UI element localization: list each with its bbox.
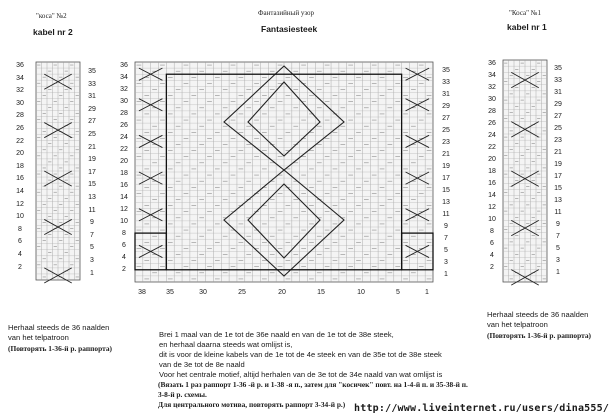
row-number: 32: [16, 87, 24, 95]
row-number: 3: [444, 259, 448, 266]
row-number: 16: [120, 182, 128, 189]
row-number: 25: [88, 131, 96, 138]
row-number: 19: [554, 161, 562, 168]
row-number: 10: [488, 216, 496, 223]
left-panel-title-nl: kabel nr 2: [33, 27, 73, 37]
instruction-line-2: en herhaal daarna steeds wat omlijst is,: [159, 340, 293, 349]
row-number: 2: [18, 263, 22, 271]
column-number: 30: [199, 289, 207, 296]
row-number: 12: [16, 200, 24, 208]
row-number: 24: [488, 132, 496, 139]
row-number: 13: [554, 197, 562, 204]
row-number: 11: [442, 211, 450, 218]
row-number: 15: [442, 187, 450, 194]
instruction-line-4: van de 3e tot de 8e naald: [159, 360, 245, 369]
row-number: 29: [442, 103, 450, 110]
fantasy-pattern-chart-grid: [135, 62, 433, 282]
row-number: 7: [90, 231, 94, 239]
column-number: 20: [278, 289, 286, 296]
row-number: 34: [120, 74, 128, 81]
row-number: 20: [16, 150, 24, 158]
row-number: 15: [88, 181, 96, 189]
row-number: 36: [488, 60, 496, 67]
instruction-line-5: Voor het centrale motief, altijd herhalen van de 3e tot de 34e naald van wat omlijst is: [159, 370, 443, 379]
column-number: 10: [357, 289, 365, 296]
row-number: 35: [442, 67, 450, 74]
row-number: 32: [120, 86, 128, 93]
row-number: 11: [554, 209, 562, 216]
row-number: 27: [442, 115, 450, 122]
row-number: 8: [122, 230, 126, 237]
row-number: 22: [16, 137, 24, 145]
row-number: 18: [120, 170, 128, 177]
row-number: 4: [18, 251, 22, 258]
row-number: 30: [488, 96, 496, 103]
row-number: 8: [490, 228, 494, 235]
row-number: 33: [88, 80, 96, 88]
column-number: 5: [396, 289, 400, 296]
left-panel-title-ru: "коса" №2: [36, 12, 67, 20]
row-number: 19: [442, 163, 450, 170]
row-number: 32: [488, 84, 496, 91]
row-number: 23: [442, 139, 450, 146]
row-number: 24: [120, 134, 128, 141]
left-note-nl-2: van het telpatroon: [8, 333, 69, 342]
row-number: 36: [16, 62, 24, 69]
row-number: 27: [554, 113, 562, 120]
column-number: 38: [138, 289, 146, 296]
row-number: 16: [488, 180, 496, 187]
row-number: 14: [16, 188, 24, 195]
row-number: 4: [490, 252, 494, 259]
row-number: 8: [18, 225, 22, 233]
row-number: 23: [554, 137, 562, 144]
row-number: 29: [88, 105, 96, 113]
row-number: 21: [88, 143, 96, 151]
row-number: 31: [442, 91, 450, 98]
row-number: 9: [444, 223, 448, 230]
row-number: 12: [120, 206, 128, 213]
left-note-ru: (Повторять 1-36-й р. раппорта): [8, 344, 112, 353]
row-number: 10: [120, 218, 128, 225]
row-number: 5: [556, 245, 560, 252]
row-number: 28: [120, 110, 128, 117]
right-note-ru: (Повторять 1-36-й р. раппорта): [487, 331, 591, 340]
row-number: 6: [18, 238, 22, 246]
right-panel-title-ru: "Коса" №1: [509, 9, 541, 17]
row-number: 14: [120, 194, 128, 201]
instruction-line-3: dit is voor de kleine kabels van de 1e tot de 4e steek en van de 35e tot de 38e steek: [159, 350, 442, 359]
right-note-nl-1: Herhaal steeds de 36 naalden: [487, 310, 589, 319]
instruction-line-8-ru: Для центрального мотива, повторять раппорт 3-34-й р.): [158, 400, 346, 409]
row-number: 26: [120, 122, 128, 129]
row-number: 25: [442, 127, 450, 134]
row-number: 19: [88, 156, 96, 164]
right-note-nl-2: van het telpatroon: [487, 320, 548, 329]
row-number: 35: [554, 65, 562, 72]
row-number: 28: [488, 108, 496, 115]
row-number: 29: [554, 101, 562, 108]
row-number: 5: [90, 244, 94, 252]
column-number: 1: [425, 289, 429, 296]
row-number: 26: [16, 125, 24, 132]
row-number: 4: [122, 254, 126, 261]
row-number: 7: [556, 233, 560, 240]
row-number: 25: [554, 125, 562, 132]
row-number: 9: [90, 219, 94, 227]
row-number: 6: [122, 242, 126, 249]
row-number: 11: [88, 206, 96, 214]
row-number: 20: [120, 158, 128, 165]
row-number: 18: [16, 162, 24, 170]
row-number: 33: [554, 77, 562, 84]
row-number: 15: [554, 185, 562, 192]
row-number: 30: [120, 98, 128, 105]
row-number: 34: [16, 74, 24, 82]
row-number: 27: [88, 118, 96, 126]
right-panel-title-nl: kabel nr 1: [507, 22, 547, 32]
row-number: 1: [90, 269, 94, 277]
watermark-url: http://www.liveinternet.ru/users/dina555/: [354, 403, 610, 414]
row-number: 12: [488, 204, 496, 211]
row-number: 20: [488, 156, 496, 163]
row-number: 14: [488, 192, 496, 199]
row-number: 1: [444, 271, 448, 278]
row-number: 2: [122, 266, 126, 273]
row-number: 7: [444, 235, 448, 242]
instruction-line-6-ru: (Вязать 1 раз раппорт 1-36 -й р. и 1-38 -я п., затем для "косичек" повт. на 1-4-й п. и 35-38-й п.: [158, 380, 468, 389]
row-number: 17: [442, 175, 450, 182]
row-number: 36: [120, 62, 128, 69]
row-number: 33: [442, 79, 450, 86]
center-panel-title-nl: Fantasiesteek: [261, 24, 318, 34]
row-number: 6: [490, 240, 494, 247]
row-number: 35: [88, 68, 96, 75]
row-number: 5: [444, 247, 448, 254]
row-number: 16: [16, 175, 24, 183]
instruction-line-7-ru: 3-8-й р. схемы.: [158, 390, 207, 399]
row-number: 17: [88, 168, 96, 176]
row-number: 9: [556, 221, 560, 228]
row-number: 26: [488, 120, 496, 127]
left-note-nl-1: Herhaal steeds de 36 naalden: [8, 323, 110, 332]
cable-1-chart-grid: [503, 60, 547, 282]
row-number: 18: [488, 168, 496, 175]
row-number: 3: [556, 257, 560, 264]
row-number: 21: [554, 149, 562, 156]
cable-2-chart-grid: [36, 62, 80, 280]
column-number: 35: [166, 289, 174, 296]
instruction-line-1: Brei 1 maal van de 1e tot de 36e naald en van de 1e tot de 38e steek,: [159, 330, 394, 339]
column-number: 15: [317, 289, 325, 296]
row-number: 31: [554, 89, 562, 96]
row-number: 13: [442, 199, 450, 206]
row-number: 22: [120, 146, 128, 153]
row-number: 3: [90, 257, 94, 264]
row-number: 28: [16, 112, 24, 120]
row-number: 10: [16, 213, 24, 221]
row-number: 22: [488, 144, 496, 151]
row-number: 17: [554, 173, 562, 180]
row-number: 13: [88, 194, 96, 201]
column-number: 25: [238, 289, 246, 296]
row-number: 31: [88, 93, 96, 101]
row-number: 1: [556, 269, 560, 276]
row-number: 30: [16, 99, 24, 107]
center-panel-title-ru: Фантазийный узор: [258, 9, 315, 17]
row-number: 2: [490, 264, 494, 271]
row-number: 34: [488, 72, 496, 79]
row-number: 21: [442, 151, 450, 158]
